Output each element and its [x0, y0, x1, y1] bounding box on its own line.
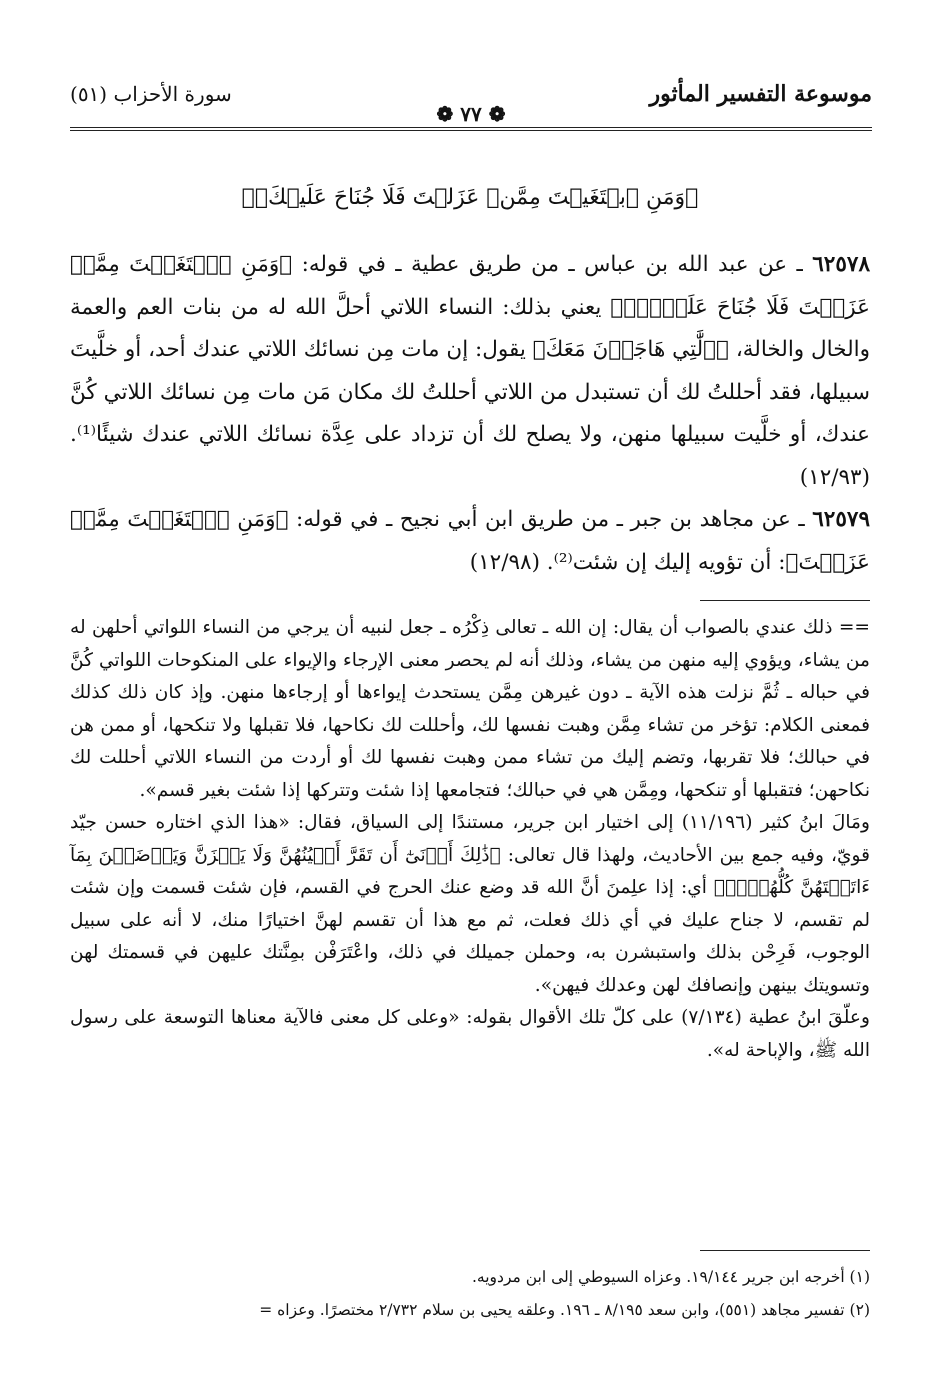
entry-text: ـ عن مجاهد بن جبر ـ من طريق ابن أبي نجيح ـ في قوله: ﴿وَمَنِ ٱبۡتَغَيۡتَ مِمَّنۡ عَزَلۡتَ﴾: أن تؤويه إليك إن شئت⁽²⁾. (١٢/٩٨) [70, 507, 870, 575]
footnote-separator [700, 1250, 870, 1251]
entry-text: ـ عن عبد الله بن عباس ـ من طريق عطية ـ في قوله: ﴿وَمَنِ ٱبۡتَغَيۡتَ مِمَّنۡ عَزَلۡتَ فَلَا جُنَاحَ عَلَيۡكَۚ﴾ يعني بذلك: النساء اللاتي أحلَّ الله له من بنات العم والعمة والخال والخالة، ﴿ٱلَّٰتِي هَاجَرۡنَ مَعَكَ﴾ يقول: إن مات مِن نسائك اللاتي عندك أحد، أو خلَّيتَ سبيلها، فقد أحللتُ لك أن تستبدل من اللاتي أحللتُ لك مكان مَن مات مِن نسائك اللاتي كُنَّ عندك، أو خلَّيت سبيلها منهن، ولا يصلح لك أن تزداد على عِدَّة نسائك اللاتي عندك شيئًا⁽¹⁾. (١٢/٩٣) [70, 252, 870, 490]
page-number-value: ٧٧ [460, 102, 482, 126]
page-number [0, 100, 942, 128]
header-rule-double [70, 130, 872, 131]
commentary-continuation: == ذلك عندي بالصواب أن يقال: إن الله ـ تعالى ذِكْرُه ـ جعل لنبيه أن يرجي من النساء اللواتي أحلهن له من يشاء، ويؤوي إليه منهن من يشاء، وذلك أنه لم يحصر معنى الإرجاء والإيواء على المنكوحات اللواتي كُنَّ في حباله ـ ثُمَّ نزلت هذه الآية ـ دون غيرهن مِمَّن يستحدث إيواءها أو إرجاءها منهن. وإذ كان ذلك كذلك فمعنى الكلام: تؤخر من تشاء مِمَّن وهبت نفسها لك، وأحللت لك نكاحها، فلا تقبلها ولا تنكحها، أو ممن هن في حبالك؛ فلا تقربها، وتضم إليك من تشاء ممن وهبت نفسها لك أو أردت من النساء اللاتي أحللت لك نكاحهن؛ فتقبلها أو تنكحها، ومِمَّن هي في حبالك؛ فتجامعها إذا شئت وتتركها إذا شئت بغير قسم». [70, 617, 870, 801]
commentary-note [70, 612, 870, 1067]
entry-62578 [70, 244, 870, 499]
commentary-separator [700, 600, 870, 601]
main-text [70, 244, 870, 584]
surah-header: سورة الأحزاب (٥١) [70, 82, 232, 106]
entry-62579 [70, 499, 870, 584]
book-title: موسوعة التفسير المأثور [649, 81, 872, 107]
page-number-ornament-right: ❁ [481, 102, 506, 126]
entry-number: ٦٢٥٧٨ [812, 252, 870, 277]
footnote-1: (١) أخرجه ابن جرير ١٩/١٤٤. وعزاه السيوطي إلى ابن مردويه. [472, 1268, 870, 1286]
header-rule [70, 127, 872, 128]
entry-number: ٦٢٥٧٩ [812, 507, 870, 532]
commentary-ibn-kathir: ومَالَ ابنُ كثير (١١/١٩٦) إلى اختيار ابن جرير، مستندًا إلى السياق، فقال: «هذا الذي اختاره حسن جيّد قويّ، وفيه جمع بين الأحاديث، ولهذا قال تعالى: ﴿ذَٰلِكَ أَدۡنَىٰٓ أَن تَقَرَّ أَعۡيُنُهُنَّ وَلَا يَحۡزَنَّ وَيَرۡضَيۡنَ بِمَآ ءَاتَيۡتَهُنَّ كُلُّهُنَّۚ﴾ أي: إذا علِمنَ أنَّ الله قد وضع عنك الحرج في القسم، فإن شئت قسمت وإن شئت لم تقسم، لا جناح عليك في أي ذلك فعلت، ثم مع هذا أن تقسم لهنَّ اختيارًا منك، لا أنه على سبيل الوجوب، فَرِحْن بذلك واستبشرن به، وحملن جميلك في ذلك، واعْتَرَفْن بمِنَّتك عليهن في قسمتك لهن وتسويتك بينهن وإنصافك لهن وعدلك فيهن». [70, 812, 870, 996]
commentary-ibn-atiyya: وعلّقَ ابنُ عطية (٧/١٣٤) على كلّ تلك الأقوال بقوله: «وعلى كل معنى فالآية معناها التوسعة على رسول الله ﷺ، والإباحة له». [70, 1007, 870, 1061]
page-number-ornament-left: ❁ [436, 102, 461, 126]
footnote-2: (٢) تفسير مجاهد (٥٥١)، وابن سعد ٨/١٩٥ ـ ١٩٦. وعلقه يحيى بن سلام ٢/٧٣٢ مختصرًا. وعزاه = [259, 1301, 870, 1319]
verse-heading: ﴿وَمَنِ ٱبۡتَغَيۡتَ مِمَّنۡ عَزَلۡتَ فَلَا جُنَاحَ عَلَيۡكَۚ﴾ [241, 185, 699, 210]
